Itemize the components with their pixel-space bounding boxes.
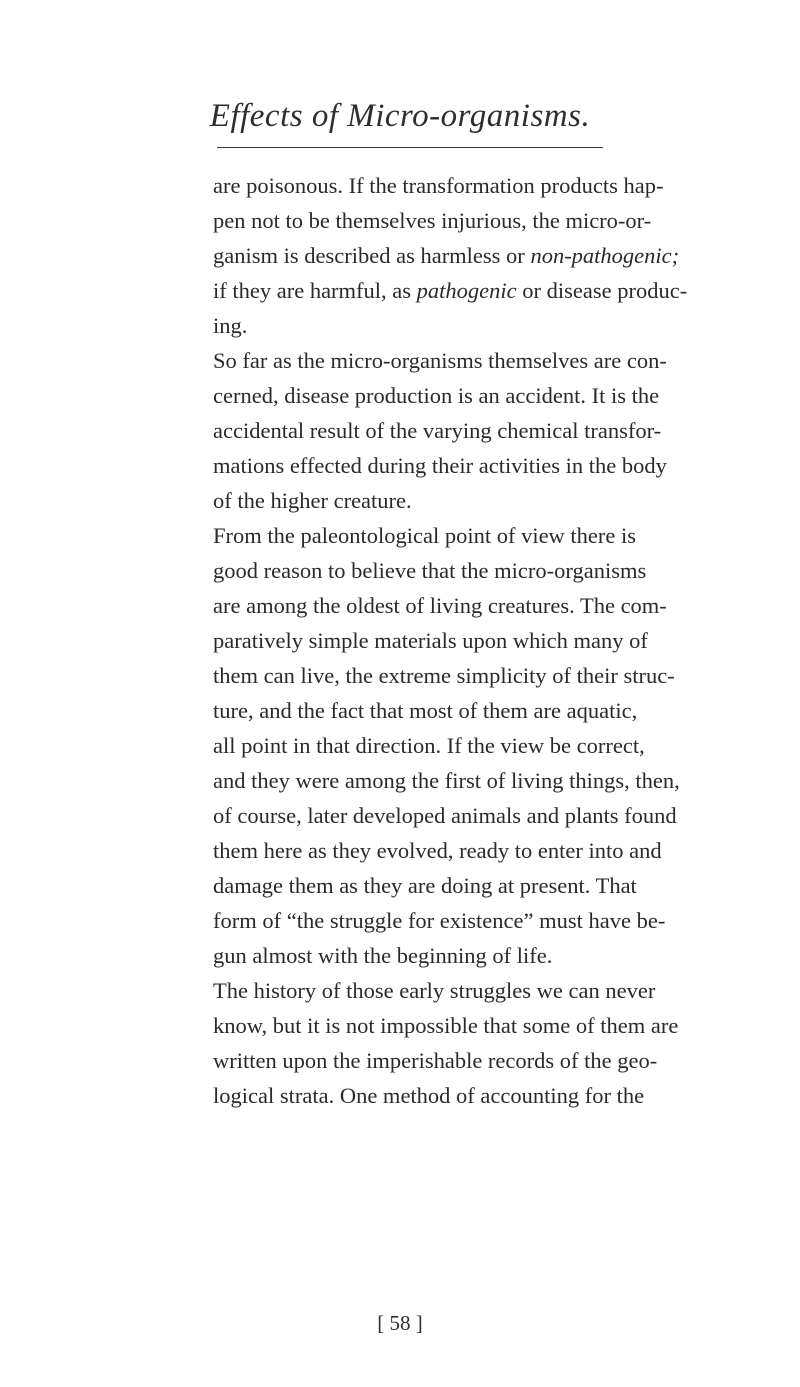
text-run: of course, later developed animals and plants found: [213, 803, 677, 828]
text-line: [213, 1008, 679, 1043]
text-line: [213, 308, 609, 343]
text-line: [213, 728, 645, 763]
text-line: [213, 588, 667, 623]
text-line: [213, 553, 647, 588]
text-line: [213, 658, 675, 693]
text-run: pen not to be themselves injurious, the micro-or-: [213, 208, 652, 233]
text-line: [213, 238, 680, 273]
text-line: [213, 938, 609, 973]
text-run: gun almost with the beginning of life.: [213, 943, 553, 968]
text-run: and they were among the first of living things, then,: [213, 768, 680, 793]
running-head: Effects of Micro-organisms.: [209, 98, 591, 134]
text-run: mations effected during their activities in the body: [213, 453, 667, 478]
text-run: damage them as they are doing at present. That: [213, 873, 637, 898]
text-line: [213, 168, 664, 203]
text-run: good reason to believe that the micro-organisms: [213, 558, 647, 583]
text-line: [213, 868, 637, 903]
text-line: [213, 833, 662, 868]
text-line: [213, 413, 662, 448]
body-text: [213, 168, 688, 1113]
text-run: paratively simple materials upon which many of: [213, 628, 648, 653]
italic-term: non-pathogenic;: [530, 243, 680, 268]
text-line: [213, 273, 688, 308]
text-line: [213, 518, 637, 553]
text-run: The history of those early struggles we can never: [213, 978, 656, 1003]
text-run: all point in that direction. If the view be correct,: [213, 733, 645, 758]
text-run: of the higher creature.: [213, 488, 412, 513]
text-line: [213, 378, 660, 413]
text-line: [213, 203, 652, 238]
text-line: [213, 903, 666, 938]
text-line: [213, 343, 667, 378]
text-run: or disease produc-: [516, 278, 688, 303]
text-run: From the paleontological point of view there is: [213, 523, 637, 548]
text-run: are among the oldest of living creatures. The com-: [213, 593, 667, 618]
text-line: [213, 448, 667, 483]
text-run: them can live, the extreme simplicity of their struc-: [213, 663, 675, 688]
text-run: know, but it is not impossible that some of them are: [213, 1013, 679, 1038]
header-rule: [217, 147, 603, 148]
text-run: cerned, disease production is an accident. It is the: [213, 383, 660, 408]
text-run: form of “the struggle for existence” must have be-: [213, 908, 666, 933]
text-line: [213, 623, 648, 658]
text-run: written upon the imperishable records of the geo-: [213, 1048, 658, 1073]
text-line: [213, 1078, 645, 1113]
page-number: [ 58 ]: [377, 1311, 423, 1335]
italic-term: pathogenic: [416, 278, 517, 303]
text-run: logical strata. One method of accounting for the: [213, 1083, 645, 1108]
text-line: [213, 798, 677, 833]
text-run: accidental result of the varying chemical transfor-: [213, 418, 662, 443]
text-run: ture, and the fact that most of them are aquatic,: [213, 698, 638, 723]
text-line: [213, 693, 638, 728]
text-line: [213, 973, 656, 1008]
text-run: if they are harmful, as: [213, 278, 417, 303]
text-run: them here as they evolved, ready to enter into and: [213, 838, 662, 863]
text-run: are poisonous. If the transformation products hap-: [213, 173, 664, 198]
text-run: ganism is described as harmless or: [213, 243, 531, 268]
text-line: [213, 763, 680, 798]
text-line: [213, 1043, 658, 1078]
text-line: [213, 483, 609, 518]
text-run: ing.: [213, 313, 248, 338]
text-run: So far as the micro-organisms themselves are con-: [213, 348, 667, 373]
